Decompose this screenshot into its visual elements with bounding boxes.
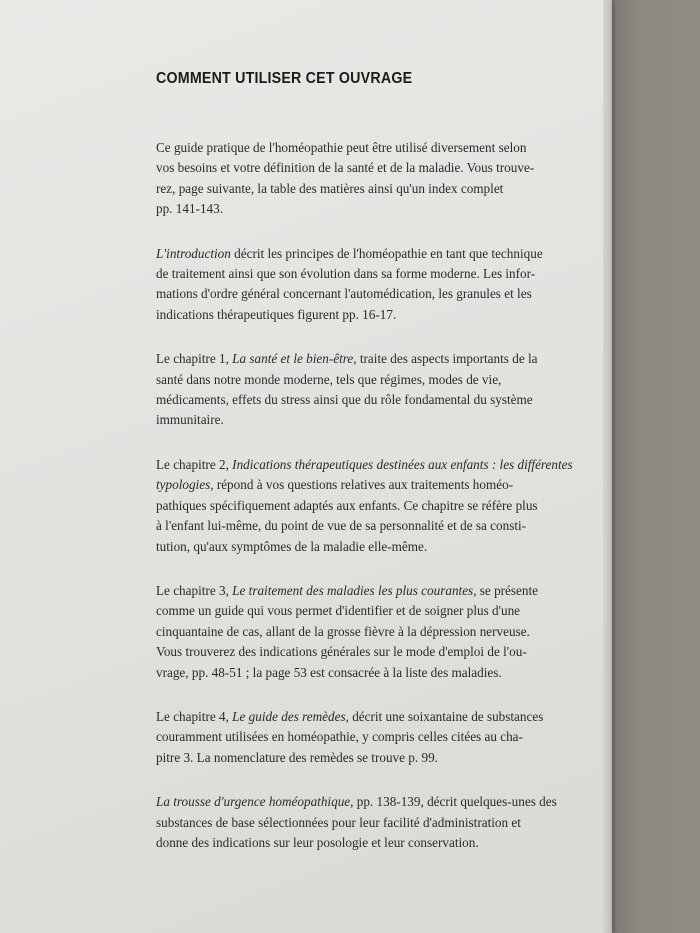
background-surface [612,0,700,933]
text-line: donne des indications sur leur posologie et leur conservation. [156,834,479,850]
text-fragment: , décrit une soixantaine de substances [345,708,544,724]
text-fragment: Le chapitre 3, [156,582,233,598]
page-edge [603,0,612,933]
text-line: mations d'ordre général concernant l'automédication, les granules et les [156,286,532,302]
italic-text: Le guide des remèdes [232,708,346,724]
text-line: tution, qu'aux symptômes de la maladie elle-même. [156,538,428,554]
text-line: santé dans notre monde moderne, tels que régimes, modes de vie, [156,371,502,387]
text-line: Vous trouverez des indications générales sur le mode d'emploi de l'ou- [156,644,527,660]
italic-text: La santé et le bien-être [232,351,354,367]
text-line: à l'enfant lui-même, du point de vue de sa personnalité et de sa consti- [156,518,527,534]
text-line: pathiques spécifiquement adaptés aux enfants. Ce chapitre se réfère plus [156,497,538,513]
text-line: immunitaire. [156,412,224,428]
paragraph-chapter-4 [156,707,570,768]
text-fragment: Le chapitre 2, [156,456,233,472]
text-fragment: , traite des aspects importants de la [353,351,538,367]
text-line: pitre 3. La nomenclature des remèdes se trouve p. 99. [156,749,438,765]
text-line: rez, page suivante, la table des matières ainsi qu'un index complet [156,180,504,196]
page-title: COMMENT UTILISER CET OUVRAGE [156,70,413,87]
text-fragment: décrit les principes de l'homéopathie en tant que technique [230,245,543,261]
text-fragment: , se présente [473,582,538,598]
text-line: comme un guide qui vous permet d'identifier et de soigner plus d'une [156,603,521,619]
text-line: couramment utilisées en homéopathie, y compris celles citées au cha- [156,729,523,745]
italic-text: L'introduction [156,245,231,261]
paragraph-chapter-2 [156,455,573,557]
text-line: médicaments, effets du stress ainsi que du rôle fondamental du système [156,392,533,408]
text-fragment: Le chapitre 1, [156,351,233,367]
text-line: cinquantaine de cas, allant de la grosse fièvre à la dépression nerveuse. [156,623,530,639]
page-content [150,70,573,877]
paragraph-emergency-kit [156,792,570,853]
text-line [156,455,573,475]
italic-text: Indications thérapeutiques destinées aux enfants : les différentes [232,456,573,472]
text-line: indications thérapeutiques figurent pp. 16-17. [156,306,397,322]
text-line: Ce guide pratique de l'homéopathie peut être utilisé diversement selon [156,140,527,155]
text-line: pp. 141-143. [156,201,224,217]
italic-text: typologies [156,477,211,493]
paragraph-introduction [156,244,570,326]
text-line [156,581,570,601]
text-line: vrage, pp. 48-51 ; la page 53 est consacrée à la liste des maladies. [156,664,502,680]
text-line: substances de base sélectionnées pour leur facilité d'administration et [156,814,521,830]
text-line: vos besoins et votre définition de la santé et de la maladie. Vous trouve- [156,160,535,176]
italic-text: La trousse d'urgence homéopathique [156,794,351,810]
paragraph-chapter-3 [156,581,570,683]
text-line: de traitement ainsi que son évolution dans sa forme moderne. Les infor- [156,266,536,282]
text-fragment: Le chapitre 4, [156,708,233,724]
text-line [156,244,570,264]
text-line [156,349,570,369]
paragraph-intro-guide [156,138,570,220]
text-line [156,792,570,812]
text-line [156,475,570,495]
italic-text: Le traitement des maladies les plus courantes [232,582,474,598]
text-line [156,707,570,727]
text-fragment: , pp. 138-139, décrit quelques-unes des [350,794,557,810]
text-fragment: , répond à vos questions relatives aux traitements homéo- [210,477,514,493]
paragraph-chapter-1 [156,349,570,431]
